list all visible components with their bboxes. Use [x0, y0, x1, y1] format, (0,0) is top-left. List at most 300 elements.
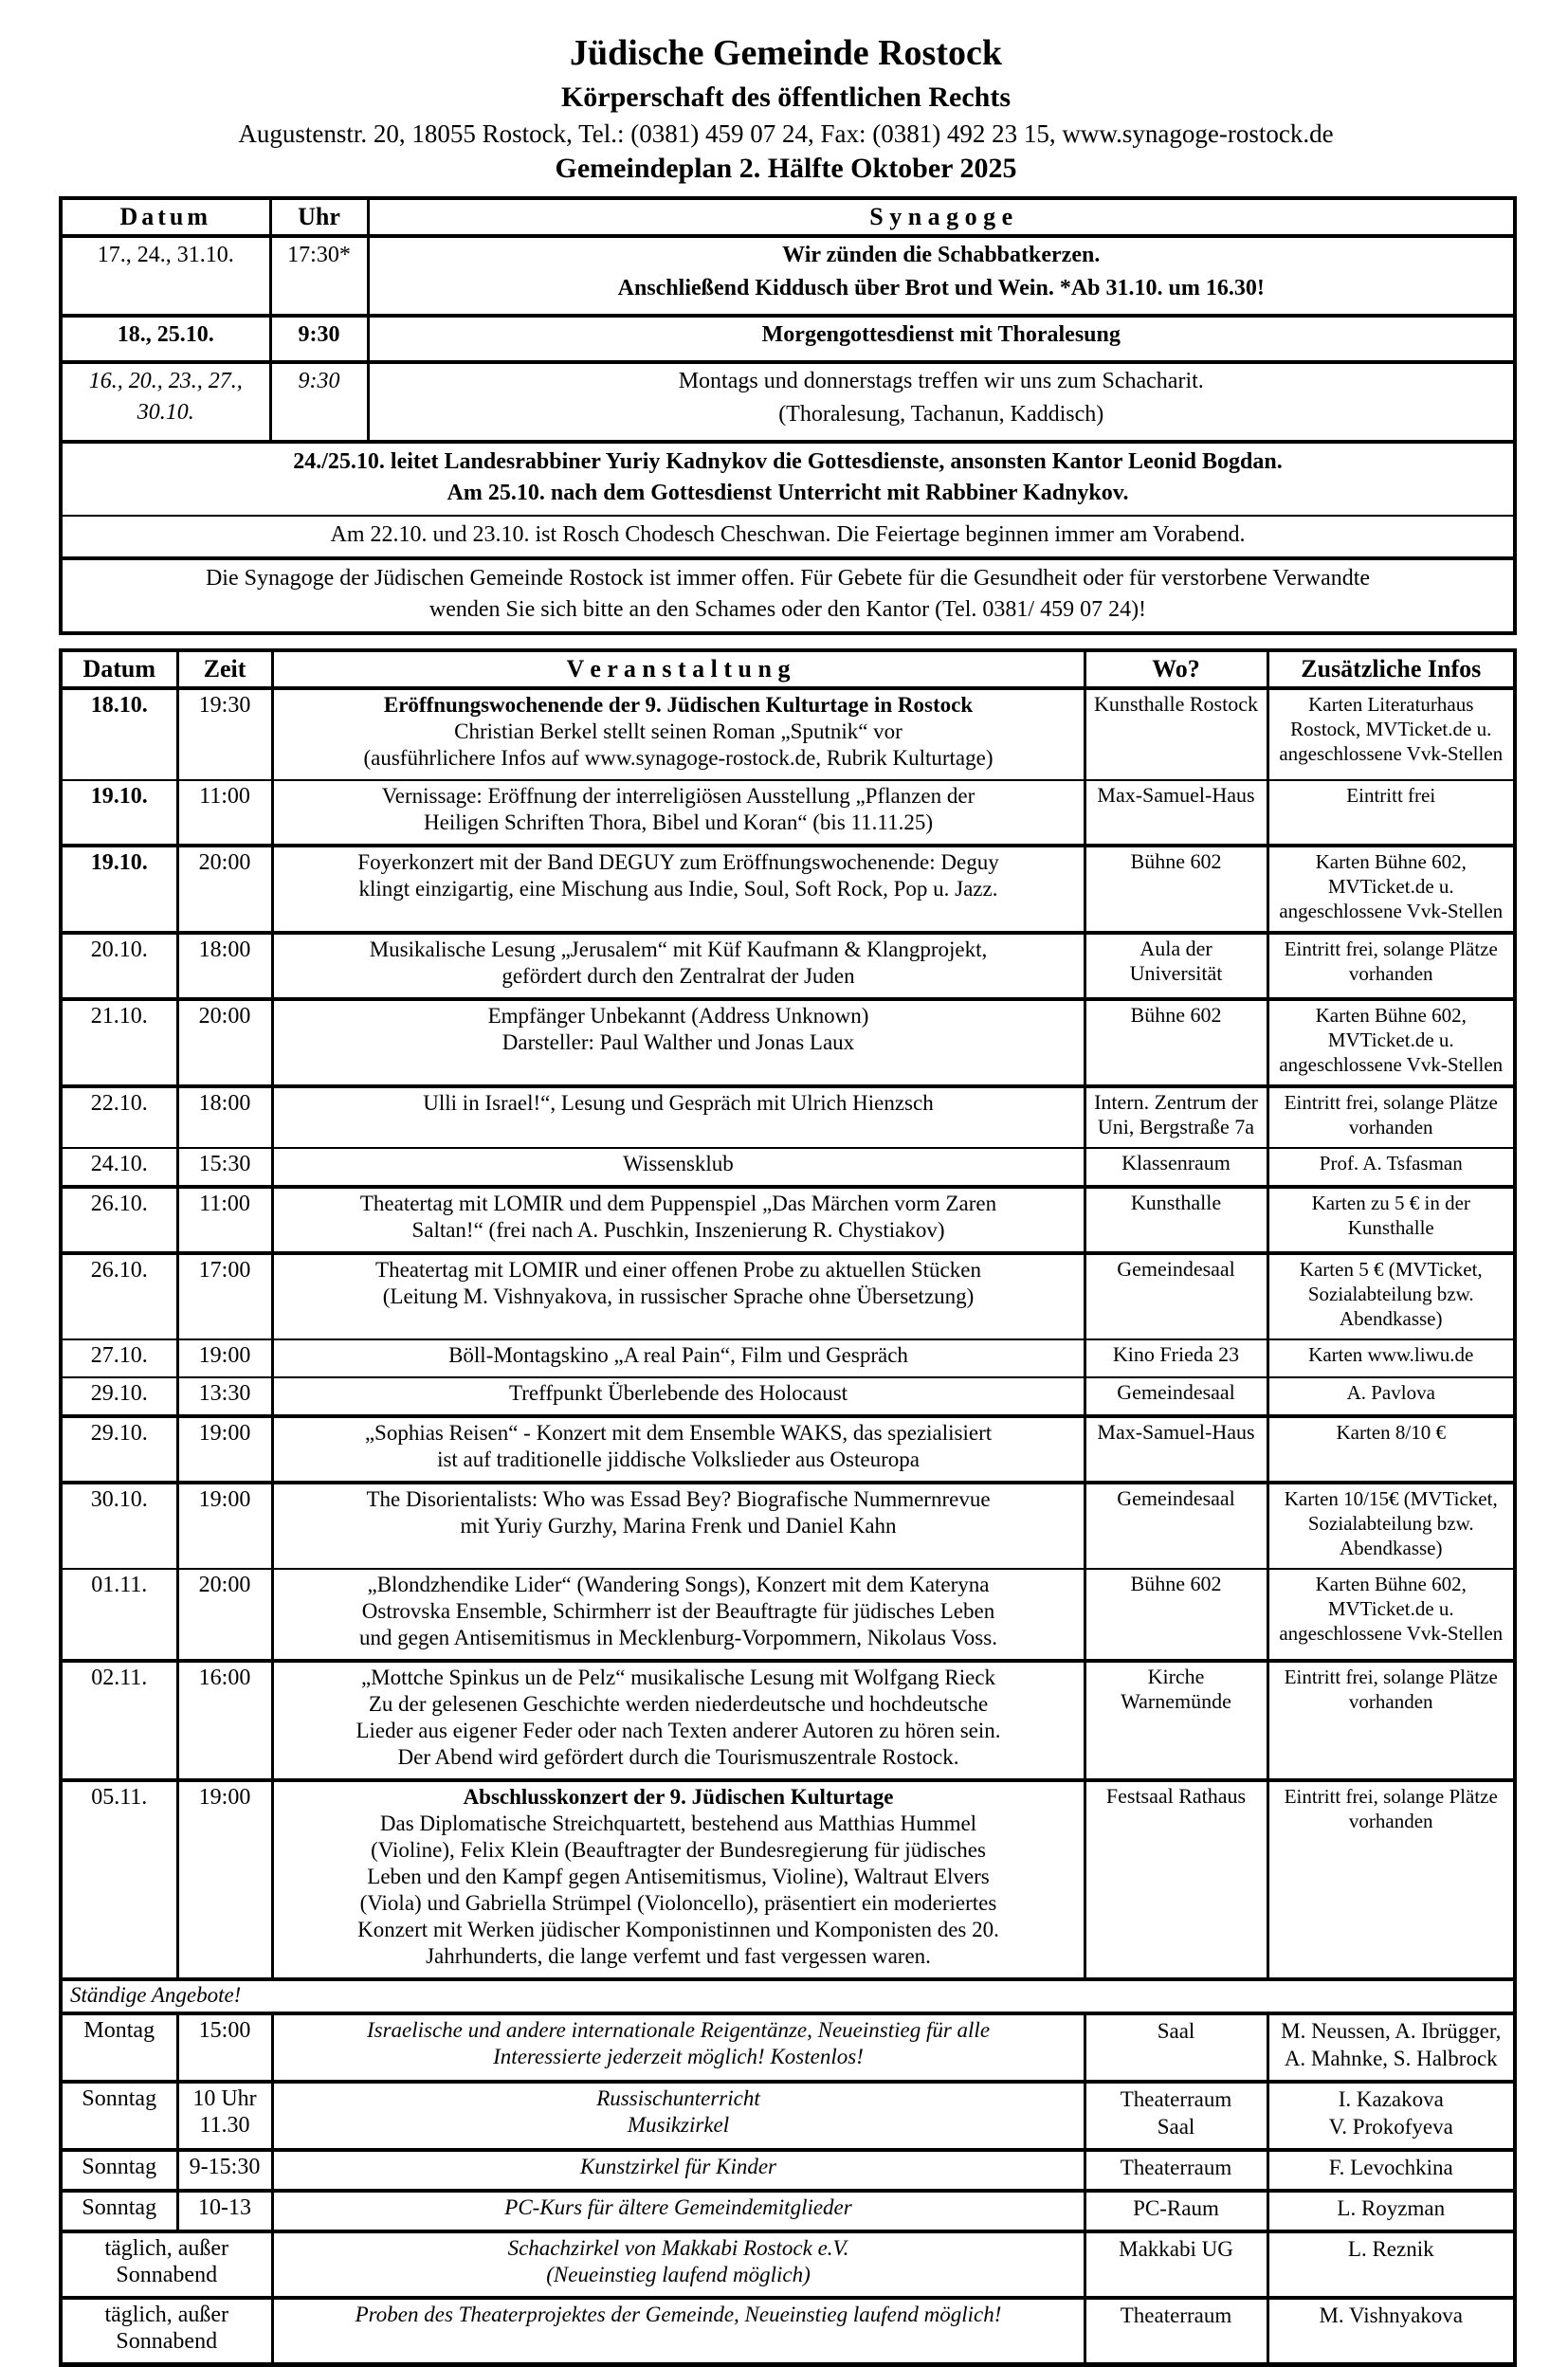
day-cell — [61, 2013, 177, 2082]
text-line: 16:00 — [198, 1665, 251, 1690]
text-line: gefördert durch den Zentralrat der Juden — [501, 963, 855, 988]
text-line: Kino Frieda 23 — [1112, 1341, 1240, 1366]
text-line: Prof. A. Tsfasman — [1319, 1151, 1463, 1174]
text-line: wenden Sie sich bitte an den Schames oder den Kantor (Tel. 0381/ 459 07 24)! — [428, 596, 1147, 622]
text-line: vorhanden — [1348, 1689, 1433, 1713]
text-line: Der Abend wird gefördert durch die Tourismuszentrale Rostock. — [397, 1744, 959, 1769]
text-line: Theaterraum — [1120, 2086, 1232, 2111]
synagogue-table-body — [61, 236, 1515, 633]
event-row — [61, 1569, 1515, 1661]
info-cell — [1267, 1339, 1515, 1377]
zeit-cell — [177, 1253, 272, 1339]
info-cell — [1267, 2231, 1515, 2298]
datum-cell: 17., 24., 31.10. — [61, 236, 270, 316]
text-line: vorhanden — [1348, 1809, 1433, 1832]
text-line: Proben des Theaterprojektes der Gemeinde, Neueinstieg laufend möglich! — [355, 2302, 1002, 2326]
event-row — [61, 1661, 1515, 1780]
synagoge-cell — [368, 362, 1515, 442]
text-line: Bühne 602 — [1130, 1002, 1222, 1027]
datum-cell: 18., 25.10. — [61, 316, 270, 362]
text-line: Gemeindesaal — [1117, 1379, 1235, 1404]
text-line: Eintritt frei, solange Plätze — [1284, 1784, 1498, 1808]
text-line: 24./25.10. leitet Landesrabbiner Yuriy Kadnykov die Gottesdienste, ansonsten Kantor Leonid Bogdan. — [293, 448, 1283, 474]
info-cell — [1267, 2150, 1515, 2191]
text-line: Eröffnungswochenende der 9. Jüdischen Kulturtage in Rostock — [383, 692, 974, 717]
text-line: Leben und den Kampf gegen Antisemitismus, Violine), Waltraut Elvers — [367, 1864, 990, 1888]
text-line: angeschlossene Vvk-Stellen — [1279, 741, 1504, 765]
datum-cell: 22.10. — [61, 1086, 177, 1148]
text-line: Karten www.liwu.de — [1308, 1342, 1474, 1366]
text-line: (Leitung M. Vishnyakova, in russischer Sprache ohne Übersetzung) — [382, 1284, 975, 1308]
veranstaltung-cell — [272, 1377, 1085, 1416]
event-row — [61, 1483, 1515, 1569]
datum-cell: 29.10. — [61, 1416, 177, 1483]
text-line: vorhanden — [1348, 961, 1433, 985]
info-cell — [1267, 2191, 1515, 2231]
text-line: angeschlossene Vvk-Stellen — [1279, 1052, 1504, 1076]
zeit-cell — [177, 2191, 272, 2231]
uhr-cell: 9:30 — [270, 316, 368, 362]
section-label: Ständige Angebote! — [61, 1979, 1515, 2013]
text-line: Karten Bühne 602, — [1315, 1003, 1467, 1027]
text-line: Foyerkonzert mit der Band DEGUY zum Eröffnungswochenende: Deguy — [357, 849, 999, 874]
veranstaltung-cell — [272, 999, 1085, 1086]
text-line: 13:30 — [198, 1380, 251, 1406]
veranstaltung-cell — [272, 1661, 1085, 1780]
text-line: Sonntag — [82, 2085, 157, 2111]
text-line: Intern. Zentrum der — [1094, 1089, 1258, 1114]
text-line: Karten 10/15€ (MVTicket, — [1284, 1486, 1498, 1510]
text-line: Makkabi UG — [1119, 2236, 1233, 2261]
zeit-cell — [177, 999, 272, 1086]
info-cell — [1267, 1416, 1515, 1483]
text-line: Eintritt frei — [1346, 783, 1436, 807]
text-line: Rostock, MVTicket.de u. — [1290, 717, 1492, 740]
datum-cell: 16., 20., 23., 27., 30.10. — [61, 362, 270, 442]
note-row — [61, 442, 1515, 516]
text-line: täglich, außer — [104, 2302, 229, 2327]
section-label-row — [61, 1979, 1515, 2013]
synagogue-row — [61, 362, 1515, 442]
info-cell — [1267, 846, 1515, 933]
events-table-header-row — [61, 650, 1515, 688]
veranstaltung-cell — [272, 2013, 1085, 2082]
text-line: Theaterraum — [1120, 2155, 1232, 2179]
veranstaltung-cell — [272, 1483, 1085, 1569]
column-header-datum: Datum — [61, 650, 177, 688]
text-line: Kunstzirkel für Kinder — [579, 2154, 776, 2178]
text-line: Wissensklub — [623, 1151, 734, 1175]
text-line: Festsaal Rathaus — [1105, 1783, 1247, 1808]
veranstaltung-cell — [272, 1569, 1085, 1661]
datum-cell: 27.10. — [61, 1339, 177, 1377]
info-cell — [1267, 780, 1515, 846]
events-table-body — [61, 688, 1515, 2365]
veranstaltung-cell — [272, 1148, 1085, 1187]
column-header-veranstaltung: V e r a n s t a l t u n g — [272, 650, 1085, 688]
event-row — [61, 1187, 1515, 1253]
regular-offer-row — [61, 2082, 1515, 2150]
text-line: 18:00 — [198, 937, 251, 962]
event-row — [61, 999, 1515, 1086]
info-cell — [1267, 1187, 1515, 1253]
text-line: PC-Raum — [1133, 2195, 1219, 2220]
note-cell — [61, 516, 1515, 558]
text-line: mit Yuriy Gurzhy, Marina Frenk und Daniel Kahn — [460, 1513, 897, 1538]
text-line: Russischunterricht — [596, 2085, 760, 2110]
text-line: 15:30 — [198, 1151, 251, 1176]
text-line: Karten zu 5 € in der — [1311, 1191, 1470, 1214]
datum-cell: 02.11. — [61, 1661, 177, 1780]
text-line: und gegen Antisemitismus in Mecklenburg-Vorpommern, Nikolaus Voss. — [359, 1625, 997, 1649]
synagogue-row — [61, 316, 1515, 362]
text-line: Karten Literaturhaus — [1308, 692, 1474, 716]
text-line: Sonntag — [82, 2194, 157, 2220]
text-line: MVTicket.de u. — [1327, 1028, 1454, 1051]
veranstaltung-cell — [272, 1187, 1085, 1253]
zeit-cell — [177, 2082, 272, 2150]
event-row — [61, 1086, 1515, 1148]
text-line: I. Kazakova — [1338, 2086, 1444, 2111]
text-line: Max-Samuel-Haus — [1097, 1419, 1255, 1444]
text-line: Sozialabteilung bzw. — [1307, 1511, 1474, 1535]
text-line: 19:00 — [198, 1420, 251, 1446]
text-line: Abschlusskonzert der 9. Jüdischen Kulturtage — [463, 1784, 894, 1809]
text-line: L. Reznik — [1347, 2236, 1434, 2261]
event-row — [61, 1780, 1515, 1979]
text-line: Abendkasse) — [1340, 1536, 1443, 1559]
text-line: Max-Samuel-Haus — [1097, 782, 1255, 807]
regular-offer-row — [61, 2191, 1515, 2231]
text-line: täglich, außer — [104, 2235, 229, 2261]
wo-cell — [1085, 1569, 1267, 1661]
text-line: The Disorientalists: Who was Essad Bey? Biografische Nummernrevue — [366, 1486, 991, 1511]
veranstaltung-cell — [272, 2298, 1085, 2365]
text-line: Israelische und andere internationale Reigentänze, Neueinstieg für alle — [366, 2017, 991, 2042]
day-cell — [61, 2150, 177, 2191]
text-line: Gemeindesaal — [1117, 1485, 1235, 1510]
event-row — [61, 933, 1515, 999]
text-line: Anschließend Kiddusch über Brot und Wein. *Ab 31.10. um 16.30! — [617, 275, 1265, 300]
address-line: Augustenstr. 20, 18055 Rostock, Tel.: (0381) 459 07 24, Fax: (0381) 492 23 15, www.synagoge-rostock.de — [238, 119, 1334, 148]
text-line: Ulli in Israel!“, Lesung und Gespräch mit Ulrich Hienzsch — [423, 1090, 934, 1115]
veranstaltung-cell — [272, 846, 1085, 933]
text-line: Jahrhunderts, die lange verfemt und fast vergessen waren. — [426, 1943, 931, 1968]
veranstaltung-cell — [272, 1339, 1085, 1377]
column-header-wo: Wo? — [1085, 650, 1267, 688]
synagogue-row — [61, 236, 1515, 316]
wo-cell — [1085, 1086, 1267, 1148]
text-line: Theaterraum — [1120, 2303, 1232, 2327]
text-line: Eintritt frei, solange Plätze — [1284, 1665, 1498, 1688]
text-line: Theatertag mit LOMIR und einer offenen Probe zu aktuellen Stücken — [375, 1257, 981, 1282]
wo-cell — [1085, 2231, 1267, 2298]
text-line: (Viola) und Gabriella Strümpel (Violoncello), präsentiert ein moderiertes — [359, 1890, 997, 1915]
wo-cell — [1085, 1661, 1267, 1780]
text-line: Treffpunkt Überlebende des Holocaust — [508, 1380, 848, 1405]
veranstaltung-cell — [272, 1253, 1085, 1339]
note-cell — [61, 442, 1515, 516]
zeit-cell — [177, 2013, 272, 2082]
day-cell — [61, 2191, 177, 2231]
wo-cell — [1085, 688, 1267, 780]
wo-cell — [1085, 1148, 1267, 1187]
text-line: Karten 8/10 € — [1336, 1420, 1446, 1444]
event-row — [61, 780, 1515, 846]
zeit-cell — [177, 1086, 272, 1148]
events-table — [59, 648, 1517, 2367]
synagoge-cell — [368, 236, 1515, 316]
text-line: 17:00 — [198, 1257, 251, 1283]
text-line: 20:00 — [198, 1003, 251, 1029]
regular-offer-row — [61, 2150, 1515, 2191]
wo-cell — [1085, 846, 1267, 933]
wo-cell — [1085, 1483, 1267, 1569]
note-row — [61, 516, 1515, 558]
text-line: vorhanden — [1348, 1115, 1433, 1138]
info-cell — [1267, 999, 1515, 1086]
text-line: M. Neussen, A. Ibrügger, — [1281, 2018, 1502, 2043]
zeit-cell — [177, 933, 272, 999]
event-row — [61, 688, 1515, 780]
text-line: „Blondzhendike Lider“ (Wandering Songs), Konzert mit dem Kateryna — [367, 1572, 990, 1596]
zeit-cell — [177, 1483, 272, 1569]
zeit-cell — [177, 1339, 272, 1377]
wo-cell — [1085, 1339, 1267, 1377]
text-line: (Violine), Felix Klein (Beauftragter der Bundesregierung für jüdisches — [371, 1837, 986, 1862]
datum-cell: 05.11. — [61, 1780, 177, 1979]
veranstaltung-cell — [272, 780, 1085, 846]
text-line: Montag — [83, 2017, 155, 2043]
text-line: Kunsthalle — [1130, 1190, 1222, 1214]
day-cell — [61, 2082, 177, 2150]
veranstaltung-cell — [272, 2150, 1085, 2191]
info-cell — [1267, 2082, 1515, 2150]
text-line: Sonntag — [82, 2154, 157, 2179]
text-line: MVTicket.de u. — [1327, 874, 1454, 898]
datum-cell: 19.10. — [61, 780, 177, 846]
text-line: Das Diplomatische Streichquartett, bestehend aus Matthias Hummel — [379, 1811, 977, 1835]
text-line: 11.30 — [199, 2112, 250, 2138]
wo-cell — [1085, 2082, 1267, 2150]
text-line: 19:00 — [198, 1784, 251, 1810]
info-cell — [1267, 1086, 1515, 1148]
text-line: Lieder aus eigener Feder oder nach Texten anderer Autoren zu hören sein. — [356, 1718, 1001, 1742]
uhr-cell: 17:30* — [270, 236, 368, 316]
text-line: Saltan!“ (frei nach A. Puschkin, Inszenierung R. Chystiakov) — [411, 1217, 945, 1242]
veranstaltung-cell — [272, 2082, 1085, 2150]
text-line: Kunsthalle — [1347, 1215, 1434, 1239]
text-line: Karten Bühne 602, — [1315, 1572, 1467, 1595]
wo-cell — [1085, 2150, 1267, 2191]
text-line: Saal — [1157, 2114, 1195, 2139]
veranstaltung-cell — [272, 2191, 1085, 2231]
wo-cell — [1085, 780, 1267, 846]
text-line: angeschlossene Vvk-Stellen — [1279, 899, 1504, 922]
text-line: PC-Kurs für ältere Gemeindemitglieder — [504, 2194, 852, 2219]
text-line: Universität — [1129, 960, 1223, 985]
wo-cell — [1085, 1377, 1267, 1416]
text-line: 10-13 — [198, 2194, 251, 2220]
text-line: Aula der — [1140, 936, 1212, 960]
text-line: 19:00 — [198, 1342, 251, 1368]
text-line: ist auf traditionelle jiddische Volkslieder aus Osteuropa — [437, 1447, 920, 1471]
column-header-datum: Datum — [61, 198, 270, 236]
zeit-cell — [177, 1416, 272, 1483]
zeit-cell — [177, 1780, 272, 1979]
datum-cell: 30.10. — [61, 1483, 177, 1569]
text-line: F. Levochkina — [1328, 2155, 1453, 2179]
text-line: A. Pavlova — [1346, 1380, 1435, 1404]
text-line: A. Mahnke, S. Halbrock — [1284, 2046, 1498, 2070]
text-line: Wir zünden die Schabbatkerzen. — [782, 242, 1101, 267]
wo-cell — [1085, 1253, 1267, 1339]
text-line: Empfänger Unbekannt (Address Unknown) — [487, 1003, 869, 1028]
note-row — [61, 558, 1515, 633]
datum-cell: 01.11. — [61, 1569, 177, 1661]
text-line: 11:00 — [199, 1191, 250, 1216]
text-line: Am 25.10. nach dem Gottesdienst Unterricht mit Rabbiner Kadnykov. — [447, 480, 1129, 505]
text-line: Sonnabend — [116, 2328, 218, 2354]
datum-cell: 26.10. — [61, 1187, 177, 1253]
info-cell — [1267, 1148, 1515, 1187]
datum-cell: 19.10. — [61, 846, 177, 933]
veranstaltung-cell — [272, 1416, 1085, 1483]
info-cell — [1267, 1569, 1515, 1661]
text-line: „Mottche Spinkus un de Pelz“ musikalische Lesung mit Wolfgang Rieck — [360, 1665, 996, 1689]
synagogue-table — [59, 196, 1517, 635]
regular-offer-row — [61, 2013, 1515, 2082]
text-line: Musikalische Lesung „Jerusalem“ mit Küf Kaufmann & Klangprojekt, — [369, 937, 988, 961]
zeit-cell — [177, 1187, 272, 1253]
text-line: Am 22.10. und 23.10. ist Rosch Chodesch Cheschwan. Die Feiertage beginnen immer am Vorabend. — [330, 521, 1246, 547]
info-cell — [1267, 2298, 1515, 2365]
text-line: 10 Uhr — [192, 2085, 257, 2111]
zeit-cell — [177, 2150, 272, 2191]
text-line: Interessierte jederzeit möglich! Kostenlos! — [493, 2044, 864, 2068]
document-header — [59, 32, 1513, 185]
uhr-cell: 9:30 — [270, 362, 368, 442]
wo-cell — [1085, 1416, 1267, 1483]
event-row — [61, 1377, 1515, 1416]
text-line: klingt einzigartig, eine Mischung aus Indie, Soul, Soft Rock, Pop u. Jazz. — [358, 876, 998, 901]
event-row — [61, 1339, 1515, 1377]
zeit-cell — [177, 1148, 272, 1187]
text-line: Klassenraum — [1121, 1150, 1231, 1174]
page-subtitle: Körperschaft des öffentlichen Rechts — [560, 82, 1012, 113]
text-line: Karten 5 € (MVTicket, — [1299, 1257, 1483, 1281]
text-line: Saal — [1157, 2018, 1195, 2043]
text-line: Eintritt frei, solange Plätze — [1284, 1090, 1498, 1114]
text-line: (ausführlichere Infos auf www.synagoge-rostock.de, Rubrik Kulturtage) — [363, 745, 994, 770]
column-header-synagoge: S y n a g o g e — [368, 198, 1515, 236]
zeit-cell — [177, 1661, 272, 1780]
text-line: 15:00 — [198, 2017, 251, 2043]
text-line: angeschlossene Vvk-Stellen — [1279, 1621, 1504, 1645]
info-cell — [1267, 1377, 1515, 1416]
wo-cell — [1085, 999, 1267, 1086]
day-cell — [61, 2298, 272, 2365]
text-line: L. Royzman — [1337, 2195, 1446, 2220]
wo-cell — [1085, 1187, 1267, 1253]
wo-cell — [1085, 2298, 1267, 2365]
text-line: Bühne 602 — [1130, 1571, 1222, 1595]
info-cell — [1267, 1661, 1515, 1780]
info-cell — [1267, 1780, 1515, 1979]
page-title: Jüdische Gemeinde Rostock — [570, 33, 1002, 73]
text-line: Heiligen Schriften Thora, Bibel und Koran“ (bis 11.11.25) — [424, 810, 933, 834]
event-row — [61, 1253, 1515, 1339]
text-line: M. Vishnyakova — [1319, 2303, 1464, 2327]
event-row — [61, 1148, 1515, 1187]
text-line: Böll-Montagskino „A real Pain“, Film und Gespräch — [448, 1342, 908, 1367]
wo-cell — [1085, 1780, 1267, 1979]
text-line: Zu der gelesenen Geschichte werden niederdeutsche und hochdeutsche — [368, 1691, 989, 1716]
text-line: Ostrovska Ensemble, Schirmherr ist der Beauftragte für jüdisches Leben — [361, 1598, 995, 1623]
text-line: 11:00 — [199, 783, 250, 809]
zeit-cell — [177, 1569, 272, 1661]
column-header-uhr: Uhr — [270, 198, 368, 236]
text-line: 19:30 — [198, 692, 251, 718]
text-line: Sozialabteilung bzw. — [1307, 1282, 1474, 1305]
text-line: Darsteller: Paul Walther und Jonas Laux — [501, 1029, 855, 1054]
text-line: (Neueinstieg laufend möglich) — [546, 2262, 811, 2286]
info-cell — [1267, 2013, 1515, 2082]
text-line: Karten Bühne 602, — [1315, 849, 1467, 873]
info-cell — [1267, 933, 1515, 999]
event-row — [61, 846, 1515, 933]
text-line: Warnemünde — [1121, 1688, 1231, 1713]
text-line: MVTicket.de u. — [1327, 1596, 1454, 1620]
datum-cell: 18.10. — [61, 688, 177, 780]
zeit-cell — [177, 846, 272, 933]
text-line: Montags und donnerstags treffen wir uns zum Schacharit. — [678, 368, 1204, 393]
datum-cell: 24.10. — [61, 1148, 177, 1187]
text-line: Gemeindesaal — [1117, 1256, 1235, 1281]
wo-cell — [1085, 2013, 1267, 2082]
text-line: Abendkasse) — [1340, 1306, 1443, 1330]
zeit-cell — [177, 1377, 272, 1416]
text-line: V. Prokofyeva — [1328, 2114, 1453, 2139]
datum-cell: 26.10. — [61, 1253, 177, 1339]
text-line: Sonnabend — [116, 2262, 218, 2287]
regular-offer-row — [61, 2298, 1515, 2365]
text-line: 9-15:30 — [189, 2154, 261, 2179]
synagoge-cell — [368, 316, 1515, 362]
wo-cell — [1085, 933, 1267, 999]
zeit-cell — [177, 688, 272, 780]
veranstaltung-cell — [272, 933, 1085, 999]
datum-cell: 21.10. — [61, 999, 177, 1086]
info-cell — [1267, 1483, 1515, 1569]
info-cell — [1267, 1253, 1515, 1339]
synagogue-table-header-row — [61, 198, 1515, 236]
text-line: Theatertag mit LOMIR und dem Puppenspiel „Das Märchen vorm Zaren — [359, 1191, 997, 1215]
text-line: „Sophias Reisen“ - Konzert mit dem Ensemble WAKS, das spezialisiert — [364, 1420, 993, 1445]
event-row — [61, 1416, 1515, 1483]
text-line: Musikzirkel — [627, 2112, 730, 2137]
text-line: Morgengottesdienst mit Thoralesung — [761, 321, 1121, 347]
wo-cell — [1085, 2191, 1267, 2231]
zeit-cell — [177, 780, 272, 846]
info-cell — [1267, 688, 1515, 780]
text-line: Kirche — [1147, 1664, 1205, 1688]
column-header-zeit: Zeit — [177, 650, 272, 688]
datum-cell: 29.10. — [61, 1377, 177, 1416]
text-line: Konzert mit Werken jüdischer Komponistinnen und Komponisten des 20. — [357, 1917, 999, 1941]
text-line: 20:00 — [198, 1572, 251, 1597]
text-line: Bühne 602 — [1130, 848, 1222, 873]
